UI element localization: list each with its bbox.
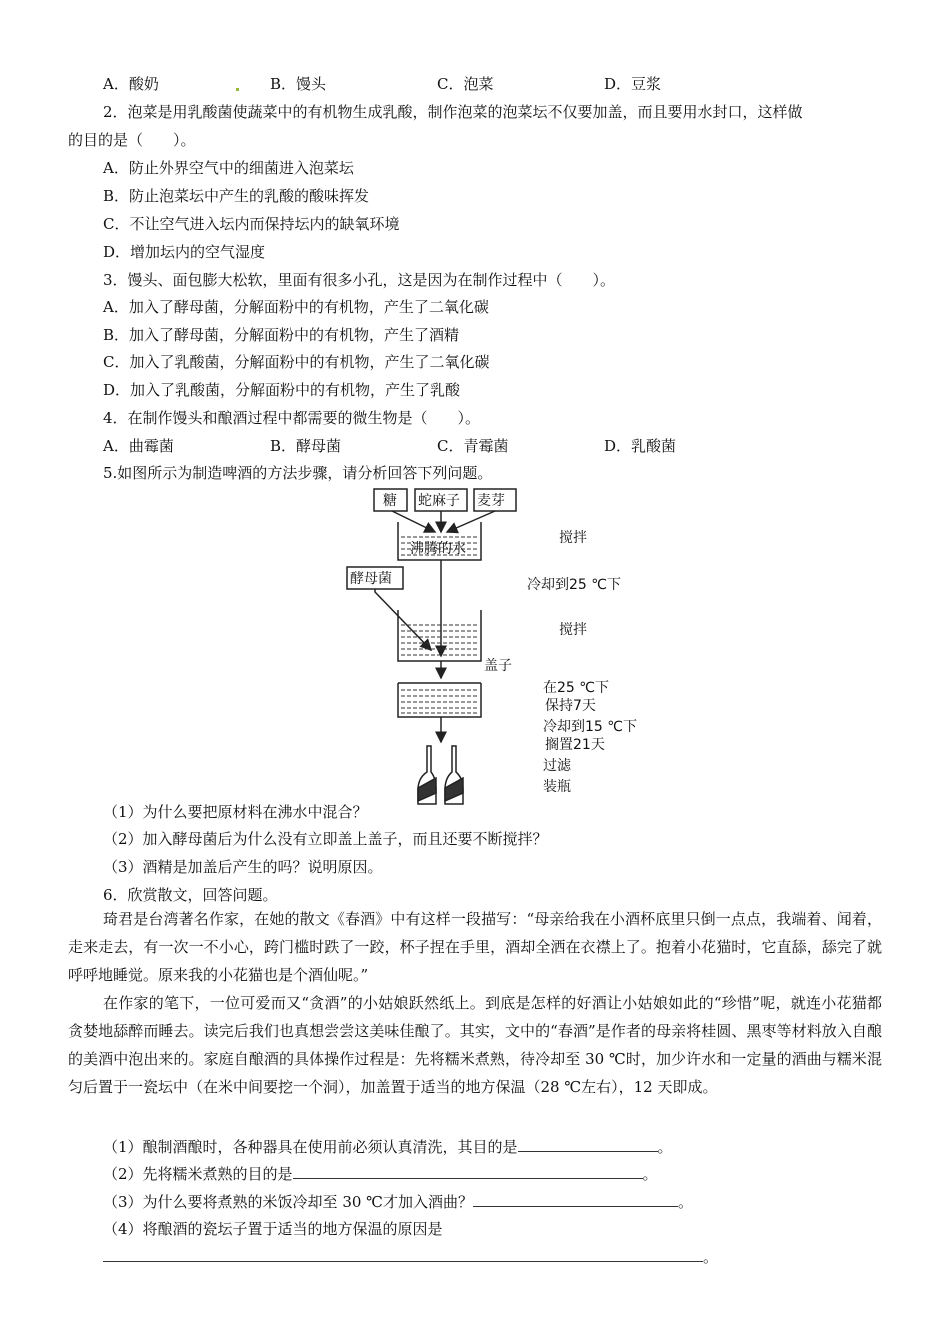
answer-blank-3[interactable] bbox=[473, 1191, 678, 1207]
step-stir-1: 搅拌 bbox=[559, 530, 587, 546]
answer-blank-2[interactable] bbox=[293, 1163, 643, 1179]
label-hops: 蛇麻子 bbox=[418, 493, 460, 509]
label-boiling-water: 沸腾的水 bbox=[410, 541, 466, 557]
q3-option-b: B．加入了酵母菌，分解面粉中的有机物，产生了酒精 bbox=[103, 326, 460, 344]
period: 。 bbox=[642, 1165, 658, 1183]
period: 。 bbox=[703, 1248, 719, 1266]
q5-stem: 5.如图所示为制造啤酒的方法步骤，请分析回答下列问题。 bbox=[103, 464, 493, 482]
q2-stem-line2: 的目的是（ ）。 bbox=[68, 131, 196, 149]
q6-stem: 6．欣赏散文，回答问题。 bbox=[103, 886, 278, 904]
q5-sub-3: （3）酒精是加盖后产生的吗？说明原因。 bbox=[103, 858, 383, 876]
container-3 bbox=[398, 683, 481, 717]
beer-bottles bbox=[418, 746, 463, 804]
q3-option-c: C．加入了乳酸菌，分解面粉中的有机物，产生了二氧化碳 bbox=[103, 353, 490, 371]
period: 。 bbox=[677, 1193, 693, 1211]
step-stir-2: 搅拌 bbox=[559, 622, 587, 638]
q2-option-b: B．防止泡菜坛中产生的乳酸的酸味挥发 bbox=[103, 187, 370, 205]
step-bottle: 装瓶 bbox=[543, 779, 571, 795]
q4-option-d: D．乳酸菌 bbox=[604, 437, 677, 455]
label-lid: 盖子 bbox=[484, 658, 512, 674]
q6-sub-4-answer bbox=[103, 1246, 718, 1267]
step-cool-25: 冷却到25 ℃下 bbox=[527, 577, 621, 593]
q5-sub-1: （1）为什么要把原材料在沸水中混合？ bbox=[103, 803, 368, 821]
label-sugar: 糖 bbox=[383, 493, 397, 509]
step-rest-21-days: 搁置21天 bbox=[545, 737, 605, 753]
q6-sub-3 bbox=[103, 1191, 693, 1212]
q5-sub-2: （2）加入酵母菌后为什么没有立即盖上盖子，而且还要不断搅拌？ bbox=[103, 830, 548, 848]
q3-option-a: A．加入了酵母菌，分解面粉中的有机物，产生了二氧化碳 bbox=[103, 298, 489, 316]
label-malt: 麦芽 bbox=[477, 493, 505, 509]
q4-option-a: A．曲霉菌 bbox=[103, 437, 174, 455]
q6-sub-4: （4）将酿酒的瓷坛子置于适当的地方保温的原因是 bbox=[103, 1220, 443, 1238]
step-filter: 过滤 bbox=[543, 758, 571, 774]
q2-option-a: A．防止外界空气中的细菌进入泡菜坛 bbox=[103, 159, 354, 177]
q6-sub-2-text: （2）先将糯米煮熟的目的是 bbox=[103, 1165, 293, 1183]
period: 。 bbox=[657, 1138, 673, 1156]
q1-option-d: D．豆浆 bbox=[604, 75, 662, 93]
q1-option-c: C．泡菜 bbox=[437, 75, 494, 93]
q6-sub-1-text: （1）酿制酒酿时，各种器具在使用前必须认真清洗，其目的是 bbox=[103, 1138, 518, 1156]
q6-sub-2 bbox=[103, 1163, 658, 1184]
q3-stem: 3．馒头、面包膨大松软，里面有很多小孔，这是因为在制作过程中（ ）。 bbox=[103, 271, 616, 289]
q2-option-c: C．不让空气进入坛内而保持坛内的缺氧环境 bbox=[103, 215, 400, 233]
q2-stem-line1: 2．泡菜是用乳酸菌使蔬菜中的有机物生成乳酸，制作泡菜的泡菜坛不仅要加盖，而且要用水封口，这样做 bbox=[103, 103, 803, 121]
step-at-25: 在25 ℃下 bbox=[543, 680, 609, 696]
answer-blank-4[interactable] bbox=[103, 1246, 703, 1262]
q6-passage-1: 琦君是台湾著名作家，在她的散文《春酒》中有这样一段描写：“母亲给我在小酒杯底里只倒一点点，我端着、闻着，走来走去，有一次一不小心，跨门槛时跌了一跤，杯子捏在手里，酒却全洒在衣襟上了。抱着小花猫时，它直舔，舔完了就呼呼地睡觉。原来我的小花猫也是个酒仙呢。” bbox=[68, 910, 882, 984]
q1-option-b: B．馒头 bbox=[270, 75, 327, 93]
q1-option-a: A．酸奶 bbox=[103, 75, 159, 93]
q2-option-d: D．增加坛内的空气湿度 bbox=[103, 243, 266, 261]
answer-blank-1[interactable] bbox=[518, 1136, 658, 1152]
q6-sub-1 bbox=[103, 1136, 673, 1157]
container-2 bbox=[398, 610, 481, 661]
q6-passage-2: 在作家的笔下，一位可爱而又“贪酒”的小姑娘跃然纸上。到底是怎样的好酒让小姑娘如此的“珍惜”呢，就连小花猫都贪婪地舔醉而睡去。读完后我们也真想尝尝这美味佳酿了。其实，文中的“春酒”是作者的母亲将桂圆、黑枣等材料放入自酿的美酒中泡出来的。家庭自酿酒的具体操作过程是：先将糯米煮熟，待冷却至 30 ℃时，加少许水和一定量的酒曲与糯米混匀后置于一瓷坛中（在米中间要挖一个洞），加盖置于适当的地方保温（28 ℃左右），12 天即成。 bbox=[68, 994, 882, 1096]
step-cool-15: 冷却到15 ℃下 bbox=[543, 719, 637, 735]
step-keep-7-days: 保持7天 bbox=[545, 698, 596, 714]
q3-option-d: D．加入了乳酸菌，分解面粉中的有机物，产生了乳酸 bbox=[103, 381, 461, 399]
q4-stem: 4．在制作馒头和酿酒过程中都需要的微生物是（ ）。 bbox=[103, 409, 481, 427]
q6-sub-3-text: （3）为什么要将煮熟的米饭冷却至 30 ℃才加入酒曲？ bbox=[103, 1193, 473, 1211]
q4-option-b: B．酵母菌 bbox=[270, 437, 342, 455]
label-yeast: 酵母菌 bbox=[350, 571, 392, 587]
q4-option-c: C．青霉菌 bbox=[437, 437, 509, 455]
